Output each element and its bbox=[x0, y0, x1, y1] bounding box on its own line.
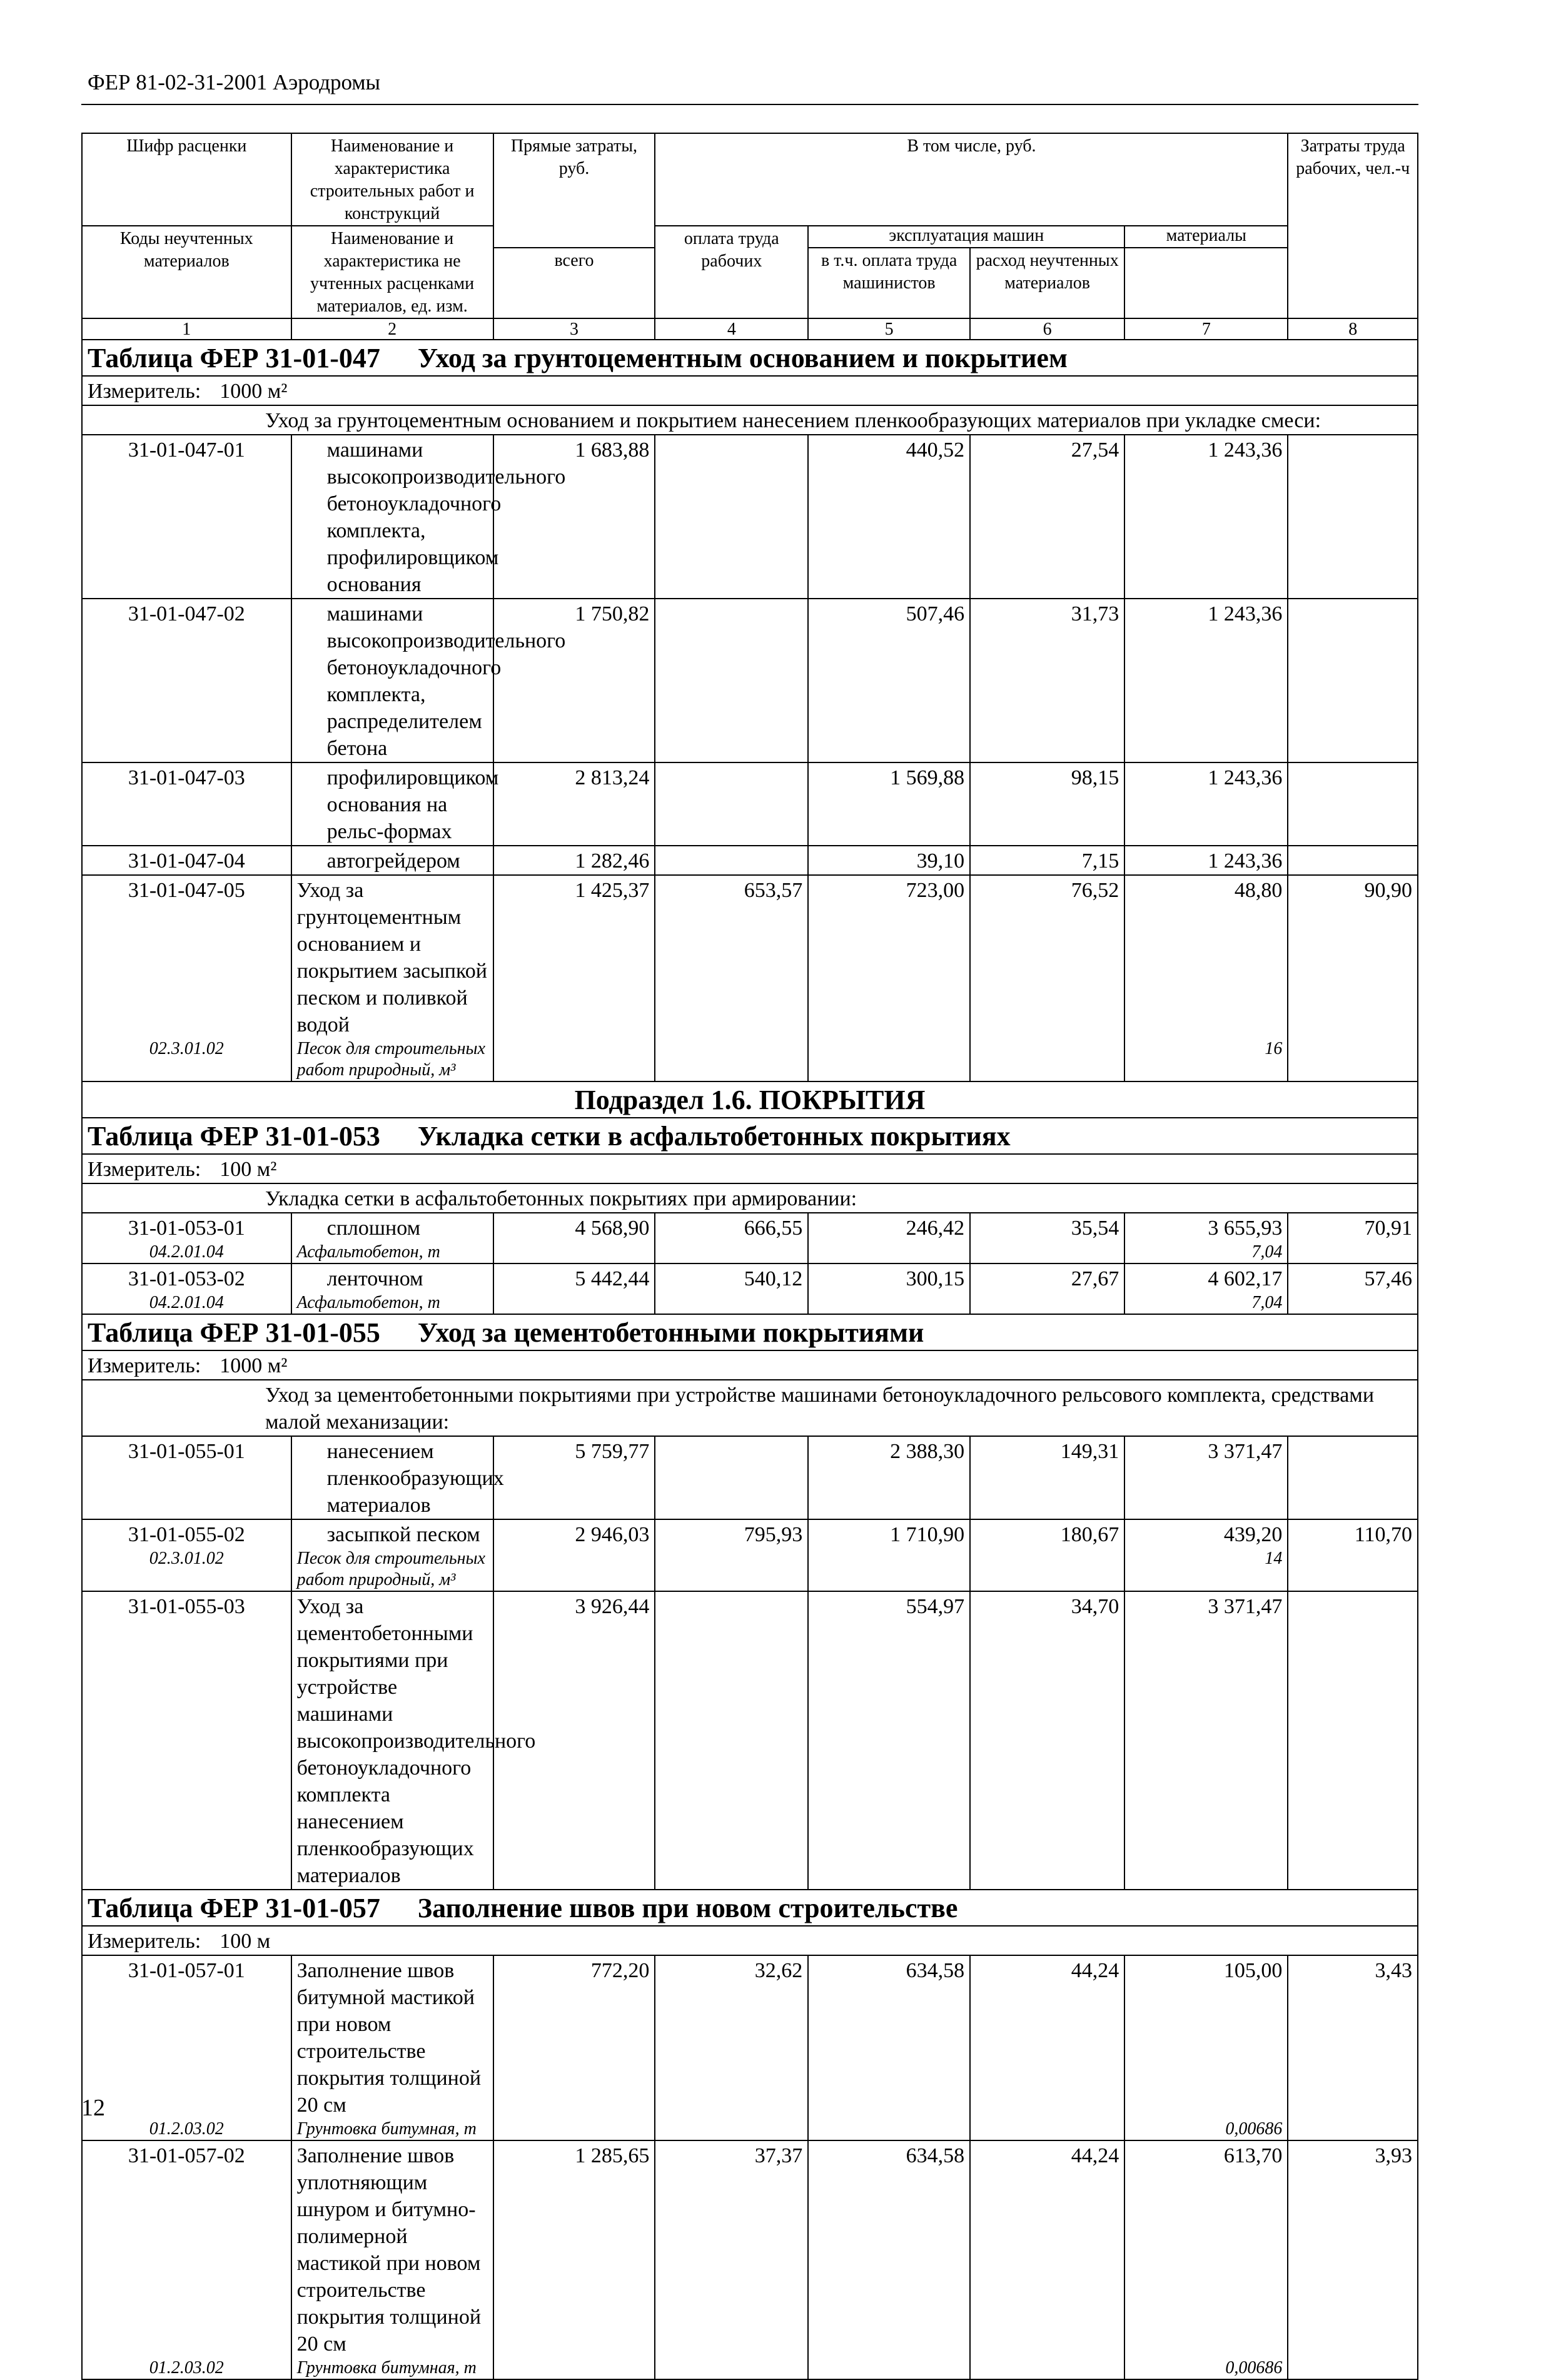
labor-cost-cell bbox=[655, 875, 808, 1081]
rate-description: нанесением пленкообразующих материалов bbox=[326, 1440, 504, 1517]
direct-cost: 3 926,44 bbox=[575, 1595, 650, 1618]
materials-cost: 3 371,47 bbox=[1208, 1440, 1283, 1463]
machines-cost-cell bbox=[808, 846, 970, 875]
col-incl-header: В том числе, руб. bbox=[655, 133, 1288, 226]
labor-cost: 653,57 bbox=[744, 879, 803, 902]
rate-description: сплошном bbox=[326, 1217, 421, 1240]
rate-code: 31-01-047-05 bbox=[128, 879, 245, 902]
col-name-header: Наименование и характеристика строительных работ и конструкций bbox=[291, 133, 493, 226]
section-title: Подраздел 1.6. ПОКРЫТИЯ bbox=[82, 1081, 1418, 1118]
machinist-labor-cost: 76,52 bbox=[1071, 879, 1119, 902]
machines-cost: 440,52 bbox=[906, 438, 965, 462]
direct-cost: 1 285,65 bbox=[575, 2144, 650, 2167]
materials-cost: 48,80 bbox=[1234, 879, 1283, 902]
running-header: ФЕР 81-02-31-2001 Аэродромы bbox=[88, 70, 381, 94]
table-name: Уход за грунтоцементным основанием и покрытием bbox=[417, 343, 1068, 373]
unaccounted-material-name: Песок для строительных работ природный, м³ bbox=[296, 1039, 485, 1080]
direct-cost: 5 442,44 bbox=[575, 1267, 650, 1290]
unit-value: 1000 м² bbox=[220, 380, 288, 403]
rate-code-cell bbox=[82, 1213, 291, 1263]
unit-label: Измеритель: bbox=[88, 1158, 201, 1181]
machinist-labor-cost: 98,15 bbox=[1071, 766, 1119, 789]
machines-cost: 507,46 bbox=[906, 602, 965, 625]
materials-cost-cell bbox=[1124, 1591, 1288, 1890]
machines-cost-cell bbox=[808, 435, 970, 599]
rate-code-cell bbox=[82, 435, 291, 599]
machines-cost-cell bbox=[808, 875, 970, 1081]
materials-cost: 3 371,47 bbox=[1208, 1595, 1283, 1618]
col-number: 2 bbox=[291, 318, 493, 340]
machinist-labor-cost-cell bbox=[970, 1955, 1124, 2140]
table-title bbox=[82, 340, 1418, 376]
unit-row bbox=[82, 376, 1418, 405]
unaccounted-material-qty: 16 bbox=[1265, 1039, 1283, 1058]
direct-cost-cell bbox=[493, 1955, 655, 2140]
table-title-row bbox=[82, 340, 1418, 376]
unaccounted-material-name: Асфальтобетон, т bbox=[296, 1293, 440, 1312]
unit-value: 100 м² bbox=[220, 1158, 277, 1181]
direct-cost-cell bbox=[493, 1519, 655, 1591]
table-name: Укладка сетки в асфальтобетонных покрытиях bbox=[417, 1121, 1011, 1152]
materials-cost-cell bbox=[1124, 1263, 1288, 1314]
machinist-labor-cost: 44,24 bbox=[1071, 1959, 1119, 1982]
worker-hours-cell bbox=[1288, 875, 1418, 1081]
machines-cost: 246,42 bbox=[906, 1217, 965, 1240]
worker-hours-cell bbox=[1288, 435, 1418, 599]
materials-cost: 1 243,36 bbox=[1208, 849, 1283, 873]
machines-cost: 634,58 bbox=[906, 1959, 965, 1982]
worker-hours: 3,93 bbox=[1375, 2144, 1412, 2167]
rate-code-cell bbox=[82, 599, 291, 762]
direct-cost-cell bbox=[493, 435, 655, 599]
machines-cost: 554,97 bbox=[906, 1595, 965, 1618]
table-title-row bbox=[82, 1118, 1418, 1154]
table-row bbox=[82, 435, 1418, 599]
table-code: Таблица ФЕР 31-01-047 bbox=[88, 343, 380, 373]
direct-cost: 1 425,37 bbox=[575, 879, 650, 902]
rate-desc-cell bbox=[291, 762, 499, 846]
col-code-header: Шифр расценки bbox=[82, 133, 291, 226]
machines-cost-cell bbox=[808, 762, 970, 846]
worker-hours-cell bbox=[1288, 1436, 1418, 1519]
unaccounted-material-qty: 0,00686 bbox=[1225, 2119, 1283, 2139]
col-direct-header: Прямые затраты, руб. bbox=[493, 133, 655, 248]
col-machines-labor-header: в т.ч. оплата труда машинистов bbox=[808, 248, 970, 318]
machinist-labor-cost-cell bbox=[970, 1591, 1124, 1890]
rates-table bbox=[81, 133, 1418, 2380]
machinist-labor-cost-cell bbox=[970, 599, 1124, 762]
machinist-labor-cost-cell bbox=[970, 435, 1124, 599]
machines-cost: 723,00 bbox=[906, 879, 965, 902]
table-code: Таблица ФЕР 31-01-053 bbox=[88, 1121, 380, 1152]
table-title bbox=[82, 1314, 1418, 1350]
rates-table-body bbox=[82, 133, 1418, 2379]
table-title bbox=[82, 1118, 1418, 1154]
direct-cost: 1 282,46 bbox=[575, 849, 650, 873]
col-machines-total-header: всего bbox=[493, 248, 655, 318]
worker-hours-cell bbox=[1288, 762, 1418, 846]
col-number: 6 bbox=[970, 318, 1124, 340]
unit-value: 100 м bbox=[220, 1930, 271, 1953]
rate-code-cell bbox=[82, 1955, 291, 2140]
page-number: 12 bbox=[81, 2095, 105, 2121]
direct-cost-cell bbox=[493, 1213, 655, 1263]
materials-cost-cell bbox=[1124, 1955, 1288, 2140]
table-row bbox=[82, 1436, 1418, 1519]
labor-cost: 32,62 bbox=[754, 1959, 803, 1982]
materials-cost: 1 243,36 bbox=[1208, 602, 1283, 625]
table-row bbox=[82, 846, 1418, 875]
col-materials-rate-header: расход неучтенных материалов bbox=[970, 248, 1124, 318]
machinist-labor-cost-cell bbox=[970, 762, 1124, 846]
col-number: 8 bbox=[1288, 318, 1418, 340]
table-title-row bbox=[82, 1314, 1418, 1350]
unaccounted-material-name: Асфальтобетон, т bbox=[296, 1242, 440, 1262]
section-row bbox=[82, 1081, 1418, 1118]
worker-hours-cell bbox=[1288, 1263, 1418, 1314]
table-row bbox=[82, 1591, 1418, 1890]
worker-hours: 110,70 bbox=[1354, 1523, 1412, 1546]
machines-cost-cell bbox=[808, 1519, 970, 1591]
materials-cost-cell bbox=[1124, 599, 1288, 762]
machines-cost-cell bbox=[808, 1955, 970, 2140]
labor-cost: 37,37 bbox=[754, 2144, 803, 2167]
rate-code-cell bbox=[82, 1263, 291, 1314]
machines-cost-cell bbox=[808, 599, 970, 762]
table-row bbox=[82, 1213, 1418, 1263]
direct-cost: 5 759,77 bbox=[575, 1440, 650, 1463]
machines-cost: 300,15 bbox=[906, 1267, 965, 1290]
group-note: Укладка сетки в асфальтобетонных покрытиях при армировании: bbox=[82, 1183, 1418, 1213]
rate-code-cell bbox=[82, 1519, 291, 1591]
unaccounted-material-code: 04.2.01.04 bbox=[149, 1293, 224, 1312]
direct-cost: 2 813,24 bbox=[575, 766, 650, 789]
rate-code-cell bbox=[82, 846, 291, 875]
col-number: 4 bbox=[655, 318, 808, 340]
machines-cost: 1 710,90 bbox=[890, 1523, 965, 1546]
unaccounted-material-name: Грунтовка битумная, т bbox=[296, 2358, 477, 2377]
table-code: Таблица ФЕР 31-01-057 bbox=[88, 1893, 380, 1923]
labor-cost: 666,55 bbox=[744, 1217, 803, 1240]
header-row-1 bbox=[82, 133, 1418, 226]
unaccounted-material-code: 01.2.03.02 bbox=[149, 2358, 224, 2377]
worker-hours-cell bbox=[1288, 1213, 1418, 1263]
col-machines-header: эксплуатация машин bbox=[808, 226, 1124, 248]
rate-desc-cell bbox=[291, 1263, 493, 1314]
machinist-labor-cost-cell bbox=[970, 846, 1124, 875]
machinist-labor-cost: 35,54 bbox=[1071, 1217, 1119, 1240]
rate-description: Заполнение швов битумной мастикой при новом строительстве покрытия толщиной 20 см bbox=[296, 1959, 482, 2117]
col-matname-header: Наименование и характеристика не учтенных расценками материалов, ед. изм. bbox=[291, 226, 493, 318]
unit-cell bbox=[82, 1154, 1418, 1183]
direct-cost: 2 946,03 bbox=[575, 1523, 650, 1546]
worker-hours-cell bbox=[1288, 2140, 1418, 2379]
machinist-labor-cost: 149,31 bbox=[1060, 1440, 1119, 1463]
unaccounted-material-code: 02.3.01.02 bbox=[149, 1549, 224, 1568]
table-name: Заполнение швов при новом строительстве bbox=[417, 1893, 958, 1923]
labor-cost-cell bbox=[655, 1436, 808, 1519]
machinist-labor-cost-cell bbox=[970, 1213, 1124, 1263]
rate-description: Уход за цементобетонными покрытиями при устройстве машинами высокопроизводительного бетоноукладочного комплекта нанесением пленкообразующих материалов bbox=[296, 1595, 536, 1887]
rate-desc-cell bbox=[291, 1213, 493, 1263]
note-row bbox=[82, 1183, 1418, 1213]
unaccounted-material-name: Грунтовка битумная, т bbox=[296, 2119, 477, 2139]
table-title bbox=[82, 1890, 1418, 1926]
worker-hours-cell bbox=[1288, 1591, 1418, 1890]
materials-cost: 105,00 bbox=[1223, 1959, 1283, 1982]
materials-cost-cell bbox=[1124, 1213, 1288, 1263]
labor-cost: 540,12 bbox=[744, 1267, 803, 1290]
machines-cost-cell bbox=[808, 1213, 970, 1263]
col-number: 7 bbox=[1124, 318, 1288, 340]
unit-cell bbox=[82, 1926, 1418, 1955]
machinist-labor-cost: 31,73 bbox=[1071, 602, 1119, 625]
rate-code: 31-01-055-02 bbox=[128, 1523, 245, 1546]
unit-row bbox=[82, 1350, 1418, 1380]
table-code: Таблица ФЕР 31-01-055 bbox=[88, 1317, 380, 1348]
worker-hours-cell bbox=[1288, 1519, 1418, 1591]
machinist-labor-cost-cell bbox=[970, 1519, 1124, 1591]
col-labor-header: оплата труда рабочих bbox=[655, 226, 808, 318]
unit-row bbox=[82, 1926, 1418, 1955]
machines-cost: 1 569,88 bbox=[890, 766, 965, 789]
table-row bbox=[82, 762, 1418, 846]
labor-cost-cell bbox=[655, 846, 808, 875]
worker-hours: 70,91 bbox=[1364, 1217, 1412, 1240]
materials-cost: 1 243,36 bbox=[1208, 766, 1283, 789]
direct-cost-cell bbox=[493, 1436, 655, 1519]
rate-description: Уход за грунтоцементным основанием и покрытием засыпкой песком и поливкой водой bbox=[296, 879, 487, 1036]
direct-cost-cell bbox=[493, 762, 655, 846]
header-rule bbox=[81, 104, 1418, 105]
rate-desc-cell bbox=[291, 2140, 493, 2379]
rate-code-cell bbox=[82, 875, 291, 1081]
rate-desc-cell bbox=[291, 435, 566, 599]
rate-code: 31-01-047-04 bbox=[128, 849, 245, 873]
machines-cost-cell bbox=[808, 1591, 970, 1890]
table-row bbox=[82, 1519, 1418, 1591]
materials-cost-cell bbox=[1124, 435, 1288, 599]
labor-cost-cell bbox=[655, 762, 808, 846]
rate-desc-cell bbox=[291, 1519, 493, 1591]
rate-code-cell bbox=[82, 762, 291, 846]
col-number: 1 bbox=[82, 318, 291, 340]
materials-cost: 439,20 bbox=[1223, 1523, 1283, 1546]
table-row bbox=[82, 875, 1418, 1081]
labor-cost-cell bbox=[655, 1263, 808, 1314]
rate-code: 31-01-057-02 bbox=[128, 2144, 245, 2167]
worker-hours-cell bbox=[1288, 1955, 1418, 2140]
rate-desc-cell bbox=[291, 1591, 536, 1890]
machinist-labor-cost: 44,24 bbox=[1071, 2144, 1119, 2167]
machinist-labor-cost-cell bbox=[970, 1436, 1124, 1519]
machinist-labor-cost-cell bbox=[970, 2140, 1124, 2379]
machines-cost-cell bbox=[808, 2140, 970, 2379]
group-note: Уход за цементобетонными покрытиями при устройстве машинами бетоноукладочного рельсового комплекта, средствами малой механизации: bbox=[82, 1380, 1418, 1436]
worker-hours: 90,90 bbox=[1364, 879, 1412, 902]
col-number: 3 bbox=[493, 318, 655, 340]
machines-cost-cell bbox=[808, 1436, 970, 1519]
labor-cost-cell bbox=[655, 1591, 808, 1890]
labor-cost-cell bbox=[655, 435, 808, 599]
unit-value: 1000 м² bbox=[220, 1354, 288, 1377]
rate-description: профилировщиком основания на рельс-формах bbox=[326, 766, 499, 843]
direct-cost: 1 683,88 bbox=[575, 438, 650, 462]
col-workers-header: Затраты труда рабочих, чел.-ч bbox=[1288, 133, 1418, 318]
rate-desc-cell bbox=[291, 846, 493, 875]
direct-cost: 772,20 bbox=[590, 1959, 650, 1982]
rate-code: 31-01-055-01 bbox=[128, 1440, 245, 1463]
rate-code: 31-01-047-01 bbox=[128, 438, 245, 462]
rate-code-cell bbox=[82, 1436, 291, 1519]
rate-description: машинами высокопроизводительного бетоноукладочного комплекта, распределителем бетона bbox=[326, 602, 566, 760]
worker-hours-cell bbox=[1288, 599, 1418, 762]
col-matcodes-header: Коды неучтенных материалов bbox=[82, 226, 291, 318]
worker-hours: 3,43 bbox=[1375, 1959, 1412, 1982]
labor-cost-cell bbox=[655, 1213, 808, 1263]
machinist-labor-cost: 27,67 bbox=[1071, 1267, 1119, 1290]
rate-description: автогрейдером bbox=[326, 849, 460, 873]
unit-label: Измеритель: bbox=[88, 1930, 201, 1953]
machinist-labor-cost: 180,67 bbox=[1060, 1523, 1119, 1546]
col-number: 5 bbox=[808, 318, 970, 340]
machinist-labor-cost: 7,15 bbox=[1081, 849, 1119, 873]
labor-cost: 795,93 bbox=[744, 1523, 803, 1546]
rate-desc-cell bbox=[291, 875, 493, 1081]
unit-row bbox=[82, 1154, 1418, 1183]
machinist-labor-cost-cell bbox=[970, 875, 1124, 1081]
materials-cost-cell bbox=[1124, 846, 1288, 875]
materials-cost-cell bbox=[1124, 1519, 1288, 1591]
rate-code: 31-01-055-03 bbox=[128, 1595, 245, 1618]
unit-cell bbox=[82, 376, 1418, 405]
unaccounted-material-code: 01.2.03.02 bbox=[149, 2119, 224, 2139]
unaccounted-material-qty: 0,00686 bbox=[1225, 2358, 1283, 2377]
labor-cost-cell bbox=[655, 599, 808, 762]
rate-desc-cell bbox=[291, 1955, 493, 2140]
table-row bbox=[82, 2140, 1418, 2379]
col-materials-header: материалы bbox=[1124, 226, 1288, 248]
rate-code: 31-01-053-01 bbox=[128, 1217, 245, 1240]
rate-description: машинами высокопроизводительного бетоноукладочного комплекта, профилировщиком основания bbox=[326, 438, 566, 596]
materials-cost: 3 655,93 bbox=[1208, 1217, 1283, 1240]
column-numbers-row bbox=[82, 318, 1418, 340]
rate-code-cell bbox=[82, 1591, 291, 1890]
unaccounted-material-name: Песок для строительных работ природный, м³ bbox=[296, 1549, 485, 1589]
rate-description: засыпкой песком bbox=[326, 1523, 480, 1546]
rate-description: Заполнение швов уплотняющим шнуром и битумно-полимерной мастикой при новом строительстве покрытия толщиной 20 см bbox=[296, 2144, 482, 2356]
materials-cost: 4 602,17 bbox=[1208, 1267, 1283, 1290]
worker-hours: 57,46 bbox=[1364, 1267, 1412, 1290]
unaccounted-material-qty: 7,04 bbox=[1251, 1242, 1283, 1262]
table-row bbox=[82, 599, 1418, 762]
machines-cost: 634,58 bbox=[906, 2144, 965, 2167]
direct-cost-cell bbox=[493, 1263, 655, 1314]
machinist-labor-cost-cell bbox=[970, 1263, 1124, 1314]
unaccounted-material-qty: 7,04 bbox=[1251, 1293, 1283, 1312]
direct-cost-cell bbox=[493, 875, 655, 1081]
direct-cost-cell bbox=[493, 846, 655, 875]
group-note: Уход за грунтоцементным основанием и покрытием нанесением пленкообразующих материалов при укладке смеси: bbox=[82, 405, 1418, 435]
machinist-labor-cost: 34,70 bbox=[1071, 1595, 1119, 1618]
machines-cost-cell bbox=[808, 1263, 970, 1314]
machinist-labor-cost: 27,54 bbox=[1071, 438, 1119, 462]
materials-cost-cell bbox=[1124, 2140, 1288, 2379]
table-title-row bbox=[82, 1890, 1418, 1926]
machines-cost: 2 388,30 bbox=[890, 1440, 965, 1463]
rate-desc-cell bbox=[291, 1436, 504, 1519]
worker-hours-cell bbox=[1288, 846, 1418, 875]
header-row-2 bbox=[82, 226, 1418, 248]
unaccounted-material-code: 04.2.01.04 bbox=[149, 1242, 224, 1262]
materials-cost-cell bbox=[1124, 1436, 1288, 1519]
rate-desc-cell bbox=[291, 599, 566, 762]
rate-code-cell bbox=[82, 2140, 291, 2379]
note-row bbox=[82, 1380, 1418, 1436]
machines-cost: 39,10 bbox=[916, 849, 965, 873]
rate-code: 31-01-047-02 bbox=[128, 602, 245, 625]
unit-label: Измеритель: bbox=[88, 380, 201, 403]
materials-cost: 613,70 bbox=[1223, 2144, 1283, 2167]
labor-cost-cell bbox=[655, 1955, 808, 2140]
labor-cost-cell bbox=[655, 2140, 808, 2379]
materials-cost-cell bbox=[1124, 762, 1288, 846]
rate-code: 31-01-053-02 bbox=[128, 1267, 245, 1290]
unaccounted-material-qty: 14 bbox=[1265, 1549, 1283, 1568]
rate-code: 31-01-047-03 bbox=[128, 766, 245, 789]
materials-cost-cell bbox=[1124, 875, 1288, 1081]
direct-cost: 4 568,90 bbox=[575, 1217, 650, 1240]
unaccounted-material-code: 02.3.01.02 bbox=[149, 1039, 224, 1058]
unit-label: Измеритель: bbox=[88, 1354, 201, 1377]
unit-cell bbox=[82, 1350, 1418, 1380]
direct-cost-cell bbox=[493, 2140, 655, 2379]
table-row bbox=[82, 1955, 1418, 2140]
direct-cost-cell bbox=[493, 599, 655, 762]
note-row bbox=[82, 405, 1418, 435]
table-row bbox=[82, 1263, 1418, 1314]
rate-code: 31-01-057-01 bbox=[128, 1959, 245, 1982]
materials-cost: 1 243,36 bbox=[1208, 438, 1283, 462]
labor-cost-cell bbox=[655, 1519, 808, 1591]
direct-cost: 1 750,82 bbox=[575, 602, 650, 625]
rate-description: ленточном bbox=[326, 1267, 423, 1290]
table-name: Уход за цементобетонными покрытиями bbox=[417, 1317, 924, 1348]
